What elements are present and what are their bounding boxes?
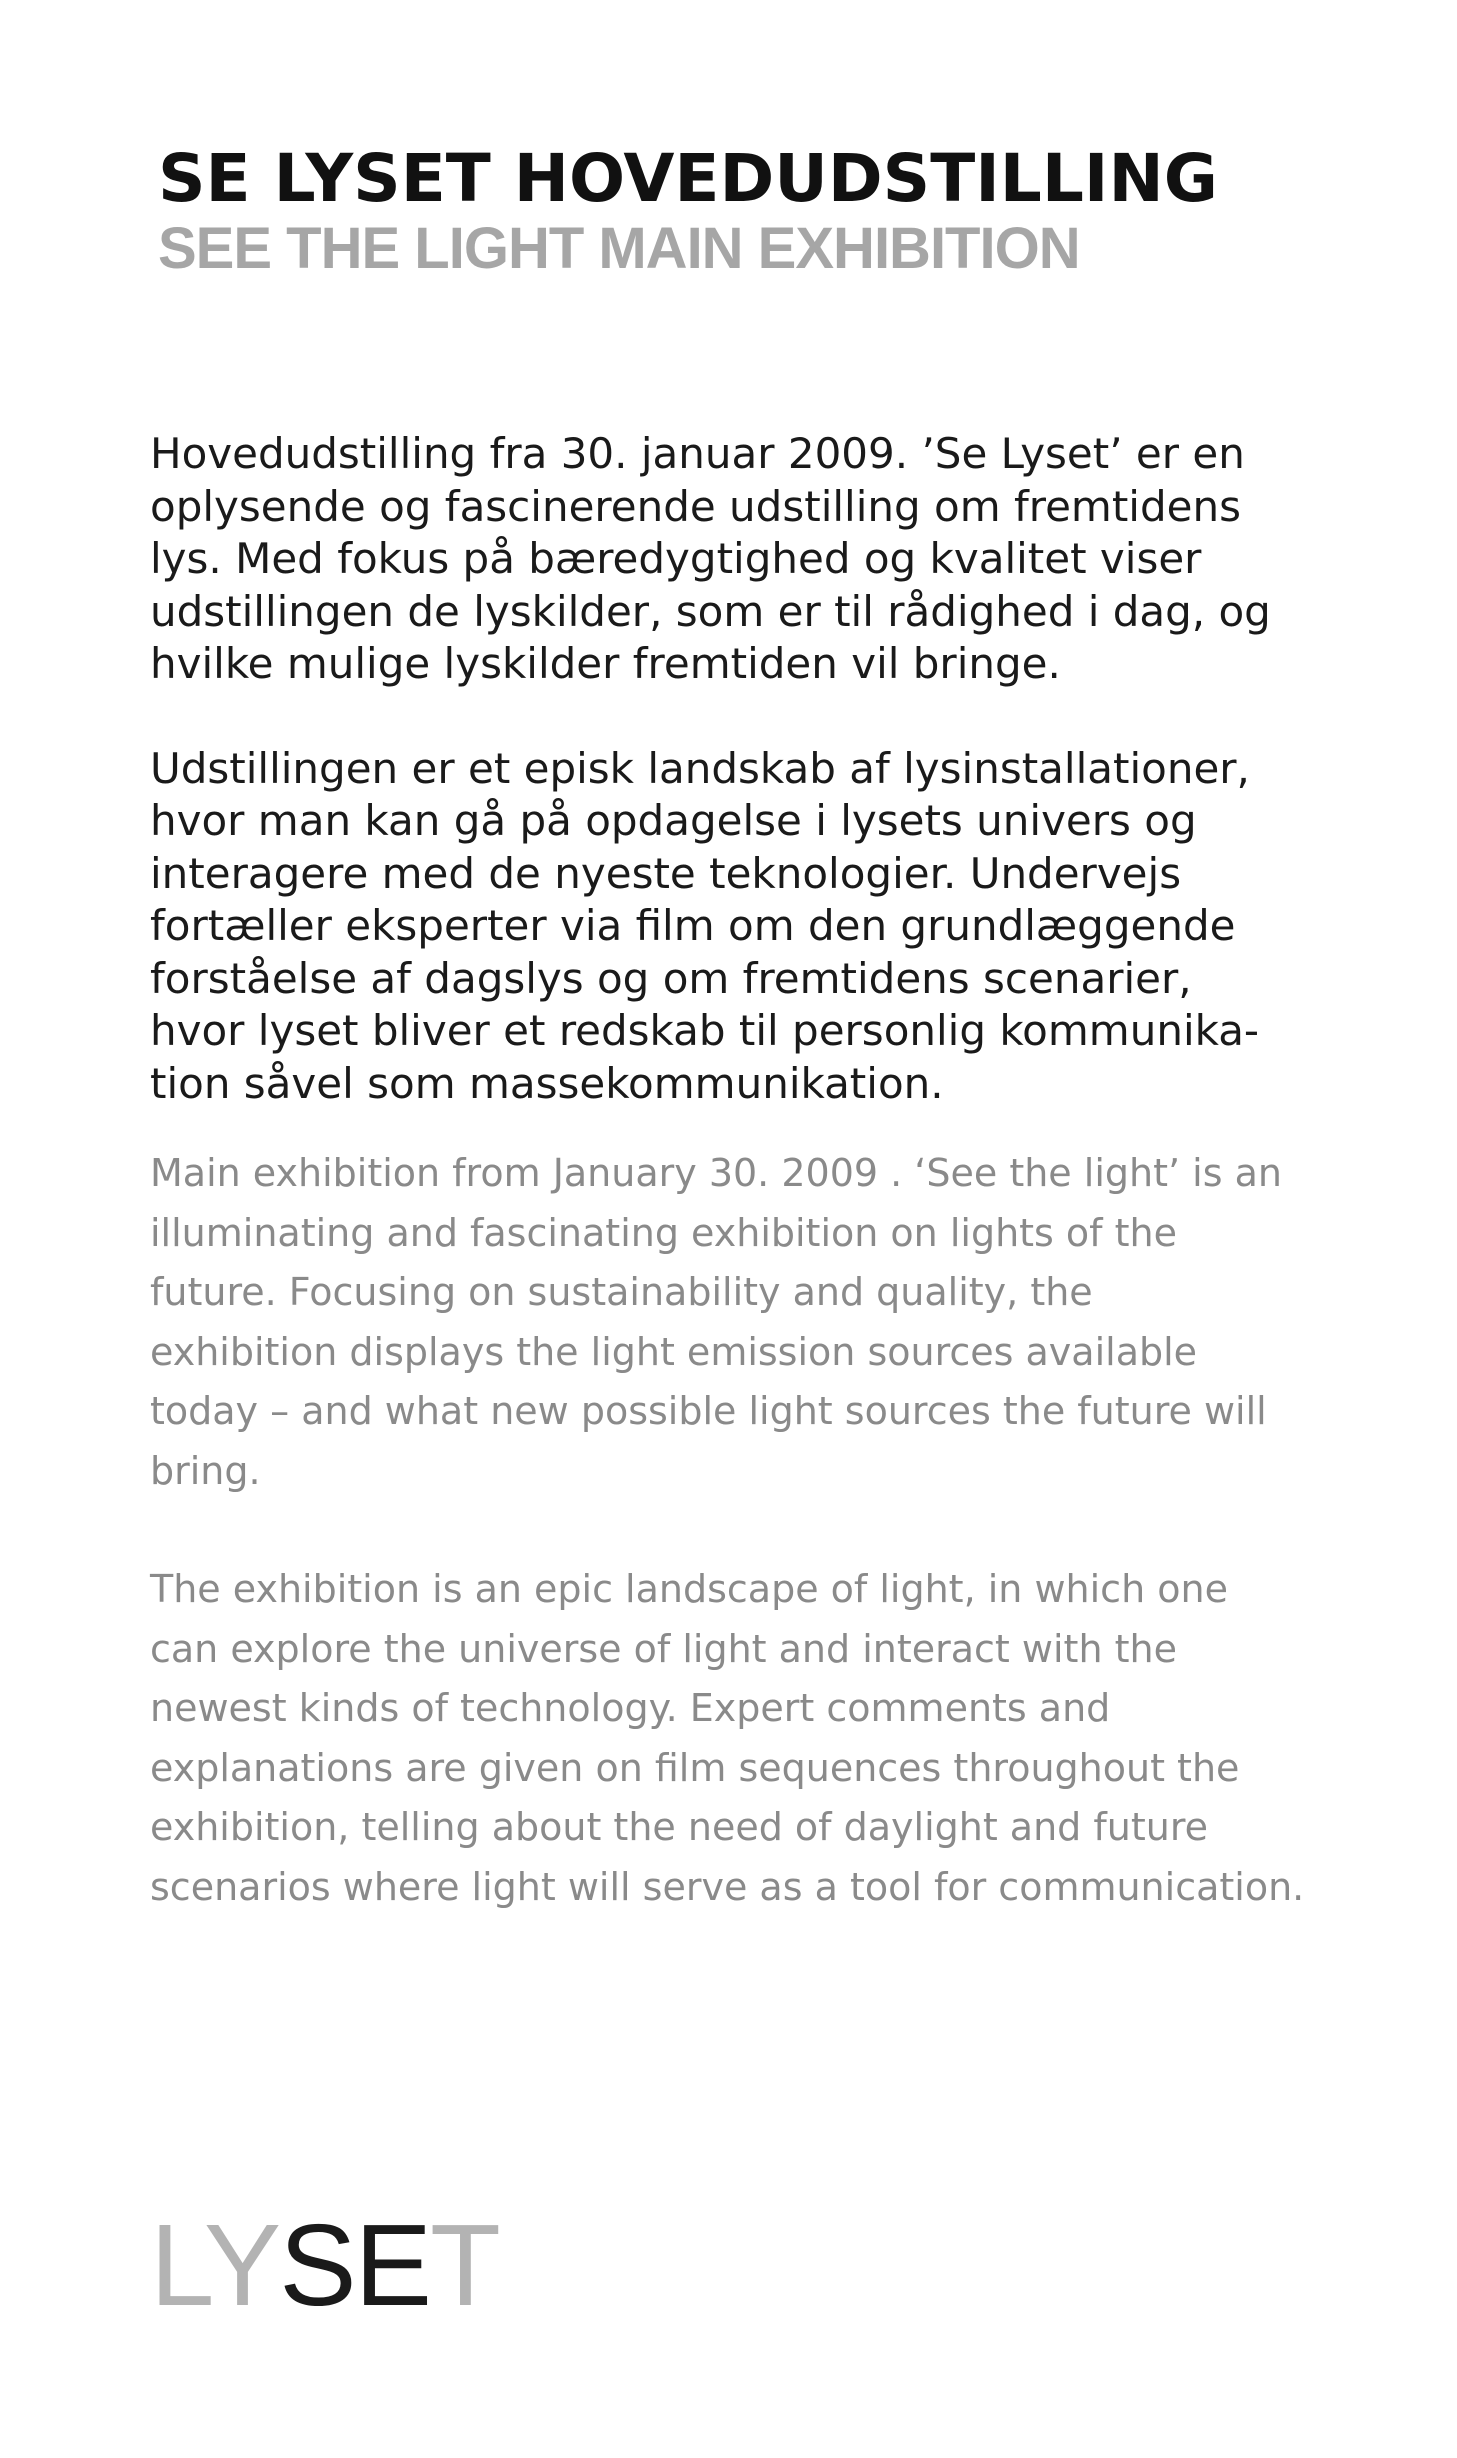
text-line: future. Focusing on sustainability and quality, the xyxy=(150,1270,1093,1314)
english-paragraph-1 xyxy=(150,1144,1350,1501)
text-line: The exhibition is an epic landscape of light, in which one xyxy=(150,1567,1228,1611)
page-subtitle: SEE THE LIGHT MAIN EXHIBITION xyxy=(158,216,1080,281)
danish-paragraph-2 xyxy=(150,743,1350,1111)
text-line: bring. xyxy=(150,1448,261,1493)
text-line: exhibition, telling about the need of daylight and future xyxy=(150,1805,1208,1849)
text-line: forståelse af dagslys og om fremtidens scenarier, xyxy=(150,953,1192,1003)
text-line: newest kinds of technology. Expert comments and xyxy=(150,1686,1111,1730)
logo-part-t: T xyxy=(430,2200,499,2330)
text-line: hvilke mulige lyskilder fremtiden vil bringe. xyxy=(150,639,1061,688)
text-line: lys. Med fokus på bæredygtighed og kvalitet viser xyxy=(150,534,1202,583)
text-line: can explore the universe of light and interact with the xyxy=(150,1626,1177,1671)
danish-text xyxy=(150,428,1350,1162)
text-line: hvor man kan gå på opdagelse i lysets univers og xyxy=(150,796,1197,845)
english-text xyxy=(150,1144,1350,1976)
text-line: fortæller eksperter via film om den grundlæggende xyxy=(150,901,1236,950)
text-line: exhibition displays the light emission sources available xyxy=(150,1329,1198,1374)
text-line: oplysende og fascinerende udstilling om fremtidens xyxy=(150,481,1241,531)
text-line: interagere med de nyeste teknologier. Undervejs xyxy=(150,848,1182,898)
text-line: Hovedudstilling fra 30. januar 2009. ’Se Lyset’ er en xyxy=(150,429,1245,478)
english-paragraph-2 xyxy=(150,1560,1350,1917)
text-line: illuminating and fascinating exhibition on lights of the xyxy=(150,1210,1178,1255)
logo-part-ly: LY xyxy=(150,2200,280,2330)
text-line: udstillingen de lyskilder, som er til rådighed i dag, og xyxy=(150,586,1271,636)
text-line: hvor lyset bliver et redskab til personlig kommunika- xyxy=(150,1006,1260,1055)
text-line: tion såvel som massekommunikation. xyxy=(150,1058,944,1108)
page-title: SE LYSET HOVEDUDSTILLING xyxy=(158,140,1218,217)
text-line: Udstillingen er et episk landskab af lysinstallationer, xyxy=(150,743,1250,793)
title-block xyxy=(158,140,1218,280)
text-line: explanations are given on film sequences throughout the xyxy=(150,1745,1240,1790)
text-line: Main exhibition from January 30. 2009 . ‘See the light’ is an xyxy=(150,1151,1282,1195)
lyset-logo xyxy=(150,2200,499,2330)
danish-paragraph-1 xyxy=(150,428,1350,691)
text-line: today – and what new possible light sources the future will xyxy=(150,1389,1267,1433)
text-line: scenarios where light will serve as a tool for communication. xyxy=(150,1864,1305,1909)
logo-part-se: SE xyxy=(279,2200,431,2330)
